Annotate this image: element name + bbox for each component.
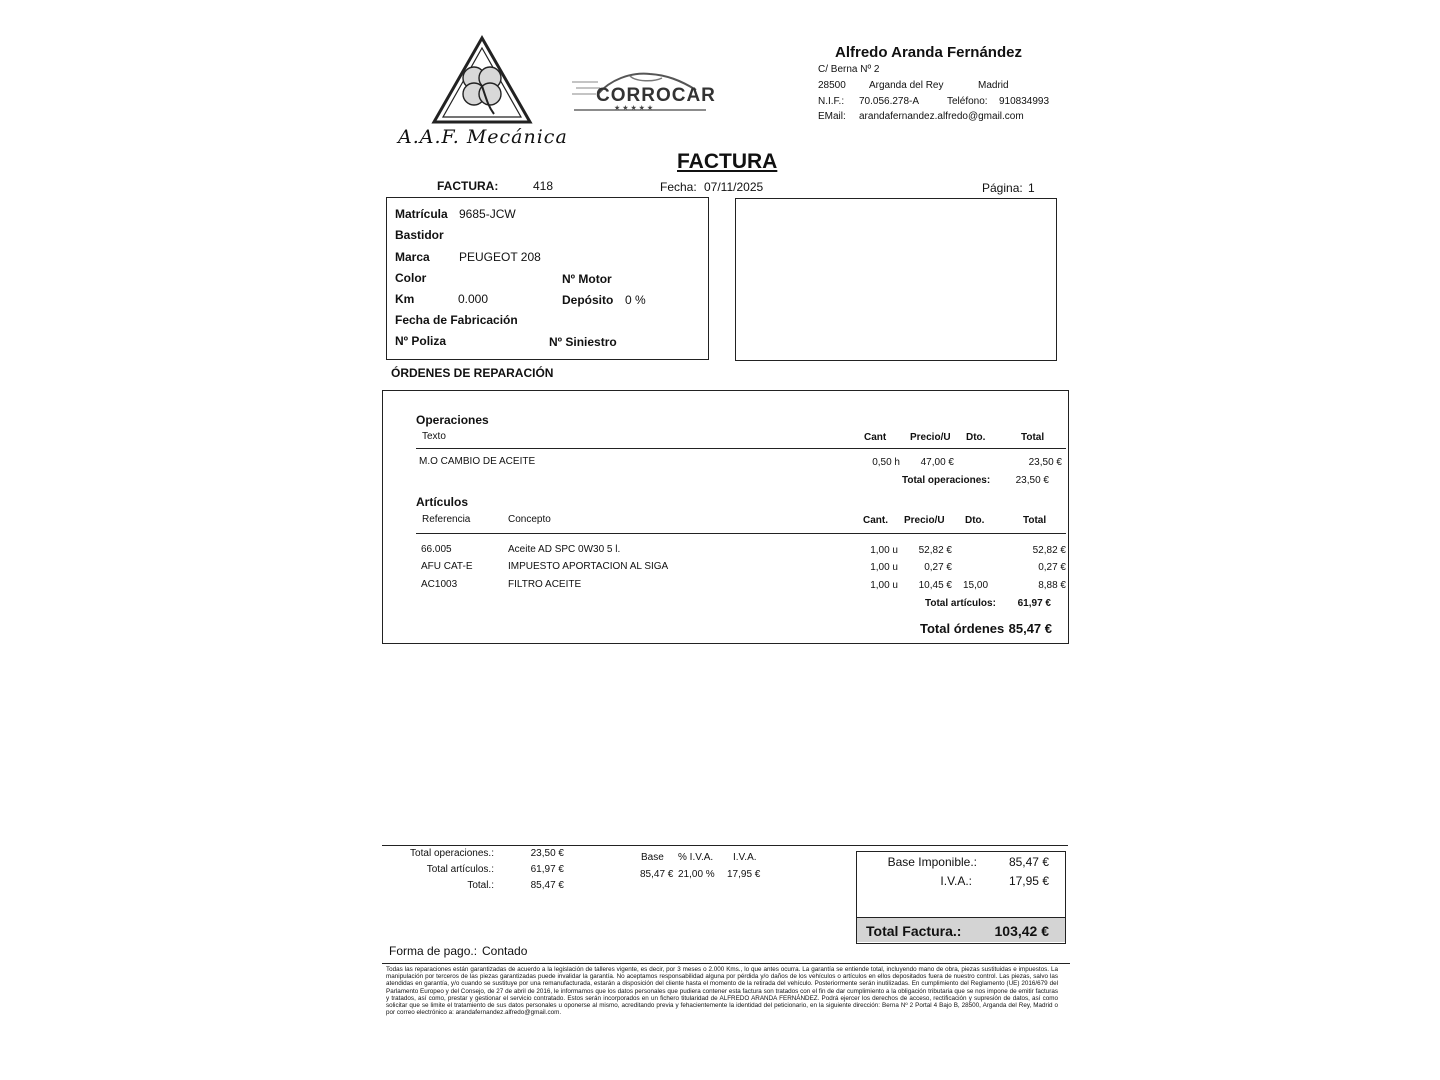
workshop-name: A.A.F. Mecánica bbox=[398, 126, 568, 148]
vat-base: 85,47 € bbox=[640, 869, 674, 880]
taxable-base: 85,47 € bbox=[1008, 855, 1049, 869]
iva-value: 17,95 € bbox=[1008, 874, 1049, 888]
col-text: Texto bbox=[422, 431, 446, 442]
brand-name: CORROCAR bbox=[596, 85, 716, 106]
summary-operations: 23,50 € bbox=[530, 848, 564, 859]
tank-label: Depósito bbox=[562, 293, 614, 307]
article-price: 10,45 € bbox=[918, 580, 952, 591]
km-label: Km bbox=[395, 292, 415, 306]
vat-amount: 17,95 € bbox=[727, 869, 761, 880]
taxable-base-label: Base Imponible.: bbox=[887, 855, 977, 869]
company-email: arandafernandez.alfredo@gmail.com bbox=[859, 111, 1024, 122]
payment-method: Contado bbox=[482, 944, 528, 958]
company-postal-code: 28500 bbox=[818, 80, 846, 91]
claim-label: Nº Siniestro bbox=[549, 335, 617, 349]
vat-percent: 21,00 % bbox=[678, 869, 715, 880]
col-discount: Dto. bbox=[965, 515, 985, 526]
policy-label: Nº Poliza bbox=[395, 334, 447, 348]
col-total: Total bbox=[1023, 515, 1047, 526]
clover-logo bbox=[430, 34, 534, 128]
article-concept: Aceite AD SPC 0W30 5 l. bbox=[508, 544, 621, 555]
payment-label: Forma de pago.: bbox=[389, 944, 478, 958]
invoice-number-label: FACTURA: bbox=[437, 179, 499, 193]
article-ref: 66.005 bbox=[421, 544, 452, 555]
company-nif-label: N.I.F.: bbox=[818, 96, 845, 107]
tank-value: 0 % bbox=[625, 293, 646, 307]
engine-label: Nº Motor bbox=[562, 272, 612, 286]
invoice-date-label: Fecha: bbox=[660, 180, 697, 194]
legal-text: Todas las reparaciones están garantizadas de acuerdo a la legislación de talleres vigente, es decir, por 3 meses o 2.000 Kms., lo que antes ocurra. La garantía se entiende total, incluyendo mano de obra, piezas sustituidas e impuestos. La manipulación por terceros de las piezas garantizadas puede invalidar la garantía. No aceptamos responsabilidad alguna por pérdida y/o daños de los vehículos o artículos en ellos depositados fuera de nuestro control. Las piezas, salvo las atendidas en garantía, y/o cuando se sustituye por una remanufacturada, estarán a disposición del cliente hasta el momento de la retirada del vehículo. Posteriormente serán inutilizadas. En cumplimiento del Reglamento (UE) 2016/679 del Parlamento Europeo y del Consejo, de 27 de abril de 2016, le informamos que los datos personales que pudiera contener esta factura son tratados con el fin de dar cumplimiento a la obligación tributaria que se nos impone de emitir facturas y tratados, así como, prestar y gestionar el servicio contratado. Estos serán incorporados en un fichero titularidad de ALFREDO ARANDA FERNÁNDEZ. Podrá ejercer los derechos de acceso, rectificación y supresión de datos, así como solicitar que se limite el tratamiento de sus datos personales u oponerse al mismo, acreditando previa y fehacientemente la identidad del peticionario, en la siguiente dirección: Berna Nº 2 Portal 4 Bajo B, 28500, Arganda del Rey, Madrid o por correo electrónico a: arandafernandez.alfredo@gmail.com. bbox=[386, 966, 1058, 1017]
clover-triangle-icon bbox=[430, 34, 534, 128]
col-qty: Cant. bbox=[863, 515, 888, 526]
col-reference: Referencia bbox=[422, 514, 471, 525]
orders-total-label: Total órdenes bbox=[920, 621, 1005, 636]
col-concept: Concepto bbox=[508, 514, 551, 525]
articles-header-rule bbox=[416, 533, 1066, 534]
page-number-label: Página: bbox=[982, 181, 1023, 195]
article-price: 52,82 € bbox=[918, 545, 952, 556]
operations-subtotal: 23,50 € bbox=[1015, 475, 1049, 486]
orders-total: 85,47 € bbox=[1008, 621, 1052, 636]
company-phone-label: Teléfono: bbox=[947, 96, 988, 107]
article-total: 0,27 € bbox=[1038, 562, 1066, 573]
company-phone: 910834993 bbox=[999, 96, 1050, 107]
plate-value: 9685-JCW bbox=[459, 207, 516, 221]
chassis-label: Bastidor bbox=[395, 228, 444, 242]
article-ref: AC1003 bbox=[421, 579, 458, 590]
page-number: 1 bbox=[1028, 181, 1035, 195]
col-total: Total bbox=[1021, 432, 1045, 443]
km-value: 0.000 bbox=[458, 292, 489, 306]
article-qty: 1,00 u bbox=[870, 562, 898, 573]
manufacture-date-label: Fecha de Fabricación bbox=[395, 313, 518, 327]
make-value: PEUGEOT 208 bbox=[459, 250, 541, 264]
articles-subtotal: 61,97 € bbox=[1017, 598, 1051, 609]
invoice-total-label: Total Factura.: bbox=[866, 923, 962, 939]
invoice-number: 418 bbox=[533, 179, 554, 193]
invoice-total: 103,42 € bbox=[994, 923, 1049, 939]
vat-col-base: Base bbox=[641, 852, 664, 863]
invoice-date: 07/11/2025 bbox=[704, 180, 764, 194]
article-total: 52,82 € bbox=[1032, 545, 1066, 556]
summary-total-label: Total.: bbox=[467, 880, 494, 891]
articles-heading: Artículos bbox=[416, 495, 469, 509]
operations-header-rule bbox=[416, 448, 1066, 449]
operation-qty: 0,50 h bbox=[872, 457, 900, 468]
iva-label: I.V.A.: bbox=[940, 874, 972, 888]
article-discount: 15,00 bbox=[963, 580, 989, 591]
col-qty: Cant bbox=[864, 432, 887, 443]
articles-subtotal-label: Total artículos: bbox=[925, 598, 996, 609]
article-qty: 1,00 u bbox=[870, 545, 898, 556]
summary-total: 85,47 € bbox=[530, 880, 564, 891]
article-qty: 1,00 u bbox=[870, 580, 898, 591]
brand-stars: ★ ★ ★ ★ ★ bbox=[614, 105, 654, 112]
summary-operations-label: Total operaciones.: bbox=[410, 848, 494, 859]
legal-rule bbox=[382, 963, 1070, 964]
article-price: 0,27 € bbox=[924, 562, 952, 573]
company-email-label: EMail: bbox=[818, 111, 846, 122]
company-province: Madrid bbox=[978, 80, 1009, 91]
company-address: C/ Berna Nº 2 bbox=[818, 64, 880, 75]
vat-col-amount: I.V.A. bbox=[733, 852, 757, 863]
article-total: 8,88 € bbox=[1038, 580, 1066, 591]
operations-heading: Operaciones bbox=[416, 413, 489, 427]
company-nif: 70.056.278-A bbox=[859, 96, 920, 107]
col-price: Precio/U bbox=[904, 515, 945, 526]
company-name: Alfredo Aranda Fernández bbox=[835, 44, 1022, 61]
summary-rule bbox=[382, 845, 1068, 846]
company-city: Arganda del Rey bbox=[869, 80, 944, 91]
corrocar-logo bbox=[570, 66, 716, 116]
operation-total: 23,50 € bbox=[1028, 457, 1062, 468]
article-concept: IMPUESTO APORTACION AL SIGA bbox=[508, 561, 669, 572]
client-box bbox=[735, 198, 1057, 361]
orders-heading: ÓRDENES DE REPARACIÓN bbox=[391, 366, 554, 380]
operation-text: M.O CAMBIO DE ACEITE bbox=[419, 456, 536, 467]
operations-subtotal-label: Total operaciones: bbox=[902, 475, 991, 486]
article-ref: AFU CAT-E bbox=[421, 561, 473, 572]
article-concept: FILTRO ACEITE bbox=[508, 579, 582, 590]
plate-label: Matrícula bbox=[395, 207, 448, 221]
vat-col-percent: % I.V.A. bbox=[678, 852, 714, 863]
page-title: FACTURA bbox=[677, 150, 778, 173]
col-discount: Dto. bbox=[966, 432, 986, 443]
summary-articles: 61,97 € bbox=[530, 864, 564, 875]
color-label: Color bbox=[395, 271, 427, 285]
summary-articles-label: Total artículos.: bbox=[426, 864, 494, 875]
operation-price: 47,00 € bbox=[920, 457, 954, 468]
make-label: Marca bbox=[395, 250, 430, 264]
col-price: Precio/U bbox=[910, 432, 951, 443]
